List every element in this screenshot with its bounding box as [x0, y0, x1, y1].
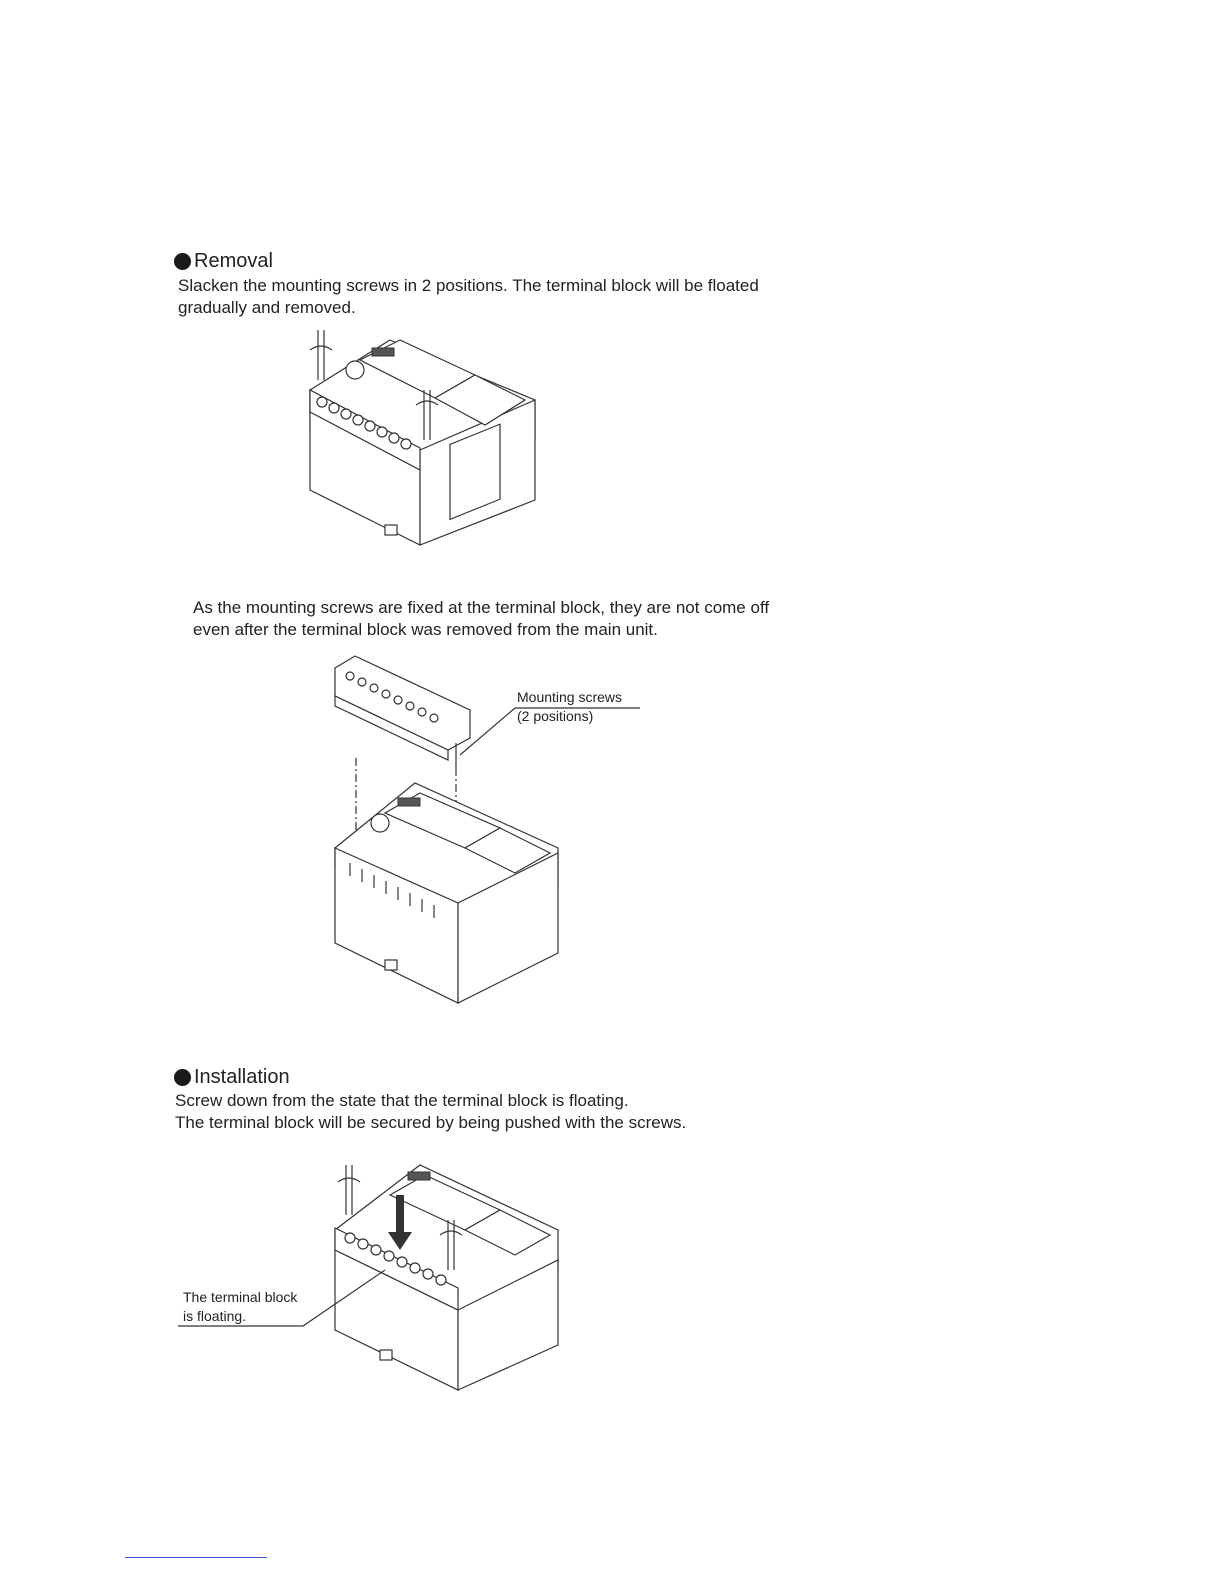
mounting-screws-leader	[455, 700, 645, 760]
footer-rule	[125, 1557, 267, 1558]
removal-line-2: gradually and removed.	[178, 298, 356, 317]
installation-heading	[174, 1066, 290, 1089]
removal-line-1: Slacken the mounting screws in 2 positions. The terminal block will be floated	[178, 276, 759, 295]
removal-note-line-2: even after the terminal block was removed from the main unit.	[193, 620, 658, 639]
removal-instructions	[178, 275, 759, 319]
bullet-icon	[174, 1069, 191, 1086]
floating-callout-leader	[175, 1260, 395, 1330]
floating-callout-line-1: The terminal block	[183, 1289, 298, 1305]
installation-heading-text: Installation	[194, 1066, 290, 1088]
callout-line-2: (2 positions)	[517, 708, 594, 724]
installation-line-2: The terminal block will be secured by being pushed with the screws.	[175, 1113, 687, 1132]
removal-figure-unit	[300, 320, 540, 555]
removal-heading-text: Removal	[194, 250, 273, 272]
terminal-block-icon	[335, 656, 470, 768]
installation-line-1: Screw down from the state that the terminal block is floating.	[175, 1091, 629, 1110]
removal-note	[193, 597, 769, 641]
callout-line-1: Mounting screws	[517, 689, 623, 705]
floating-callout-line-2: is floating.	[183, 1308, 247, 1324]
bullet-icon	[174, 253, 191, 270]
installation-instructions	[175, 1090, 686, 1134]
removal-heading	[174, 250, 273, 273]
removal-note-line-1: As the mounting screws are fixed at the terminal block, they are not come off	[193, 598, 770, 617]
